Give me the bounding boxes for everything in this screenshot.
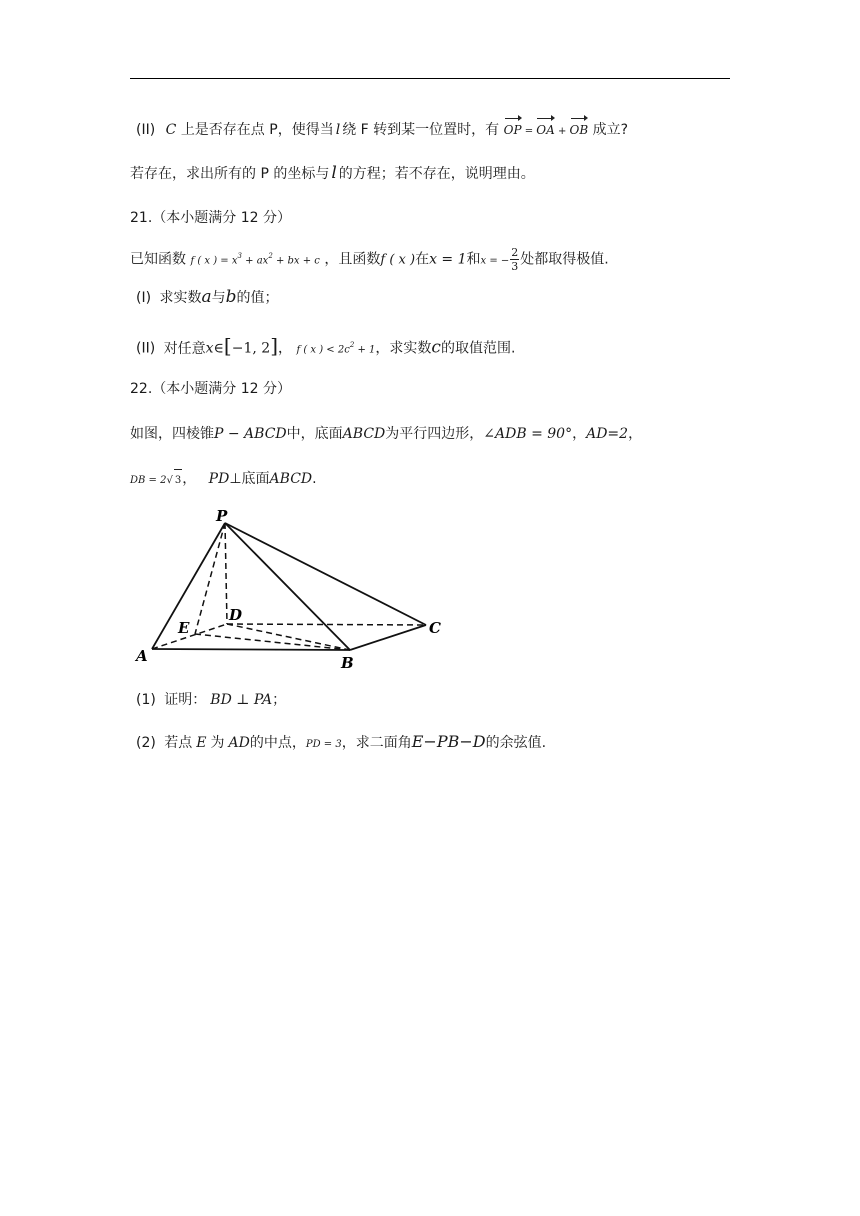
part-label: (II) <box>136 340 156 357</box>
math-ax: + ax <box>241 255 269 267</box>
math-b: b <box>225 287 237 307</box>
edge-PB <box>225 523 350 650</box>
bracket-right: ] <box>270 333 278 358</box>
text: ， <box>572 426 587 442</box>
label-A: A <box>136 647 148 665</box>
text: 上是否存在点 P，使得当 <box>180 122 334 138</box>
pyramid-figure <box>130 505 460 675</box>
text: ⊥底面 <box>229 471 270 487</box>
question-title: 22.（本小题满分 12 分） <box>130 381 291 397</box>
math-range: −1, 2 <box>231 340 271 357</box>
math-x2: x = − <box>480 255 510 267</box>
text: ； <box>272 692 287 708</box>
math-fx: f ( x ) = x <box>190 255 238 267</box>
header-rule <box>130 78 730 79</box>
text: 与 <box>211 290 226 306</box>
text: 如图，四棱锥 <box>130 426 214 442</box>
edge-EB <box>195 634 350 650</box>
text: ，求二面角 <box>341 735 412 751</box>
part-label: (2) <box>136 735 156 751</box>
part-label: (1) <box>136 692 156 708</box>
text: 已知函数 <box>130 251 186 268</box>
math-exp: 2 <box>268 252 273 260</box>
q20-part2-line2 <box>130 162 535 185</box>
text: 的值； <box>236 290 279 306</box>
math-abcd: ABCD <box>342 426 386 442</box>
bracket-left: [ <box>223 333 232 358</box>
text: 绕 F 转到某一位置时，有 <box>342 122 500 138</box>
text: 成立? <box>592 122 629 138</box>
math-l: l <box>335 122 341 138</box>
edge-AB <box>152 649 350 650</box>
text: 若存在，求出所有的 P 的坐标与 <box>130 166 330 182</box>
edge-DB <box>227 624 350 650</box>
text: 为平行四边形， <box>385 426 484 442</box>
q21-part2 <box>136 334 515 362</box>
text: ， <box>278 340 292 357</box>
math-ad: AD=2 <box>586 426 629 442</box>
q21-stem <box>130 245 609 273</box>
label-C: C <box>429 619 441 637</box>
denominator: 3 <box>511 260 519 274</box>
fraction-two-thirds <box>510 246 519 273</box>
math-in: ∈ <box>213 340 224 357</box>
text: . <box>312 471 317 487</box>
math-exp: 3 <box>237 252 242 260</box>
text: 的取值范围. <box>440 340 516 357</box>
math-c: c <box>431 337 441 358</box>
math-l: l <box>331 163 337 183</box>
q20-part2-line <box>136 116 628 143</box>
math-C: C <box>165 122 177 138</box>
numerator: 2 <box>511 246 519 260</box>
text: ，求实数 <box>375 340 432 357</box>
label-P: P <box>216 507 228 525</box>
text: 若点 <box>164 735 193 751</box>
math-E: E <box>196 735 207 751</box>
vector-OA: OA <box>536 116 555 141</box>
edge-PD <box>225 523 227 624</box>
text: 中，底面 <box>286 426 343 442</box>
text: 求实数 <box>159 290 202 306</box>
math-bxc: + bx + c <box>272 255 320 267</box>
math-abcd: ABCD <box>269 471 313 487</box>
part-label: (II) <box>136 122 156 138</box>
text: 对任意 <box>163 340 206 357</box>
text: ， <box>628 426 643 442</box>
text: 证明： <box>164 692 207 708</box>
edge-BC <box>350 625 426 650</box>
part-label: (I) <box>136 290 152 306</box>
math-sqrt-radicand: 3 <box>174 469 182 492</box>
edge-PC <box>225 523 426 625</box>
question-title: 21.（本小题满分 12 分） <box>130 210 291 226</box>
math-plus1: + 1 <box>354 344 376 356</box>
text: 的中点， <box>249 735 306 751</box>
label-D: D <box>229 606 243 624</box>
math-x: x <box>205 340 214 357</box>
q22-part2 <box>136 731 546 756</box>
math-pd: PD <box>208 471 230 487</box>
math-pabcd: P − ABCD <box>214 426 287 442</box>
math-pd3: PD = 3 <box>305 739 342 750</box>
edge-PE <box>195 523 225 634</box>
text: ，且函数 <box>324 251 381 268</box>
math-plus: + <box>554 126 570 137</box>
text: 和 <box>466 251 481 268</box>
math-fx: f ( x ) <box>380 252 416 268</box>
q22-stem <box>130 423 642 445</box>
vector-OP: OP <box>504 116 522 141</box>
math-AD: AD <box>228 735 250 751</box>
math-db: DB = 2 <box>130 475 167 486</box>
math-a: a <box>201 287 212 307</box>
q21-part1 <box>136 286 279 309</box>
q22-part1 <box>136 689 286 711</box>
sqrt-sign: √ <box>166 475 173 486</box>
q22-stem2 <box>130 468 317 492</box>
text: 在 <box>415 251 430 268</box>
q21-title <box>130 207 291 229</box>
label-B: B <box>341 654 354 672</box>
math-epbd: E−PB−D <box>411 732 486 751</box>
math-exp: 2 <box>349 341 355 349</box>
label-E: E <box>178 619 190 637</box>
math-x1: x = 1 <box>429 251 467 268</box>
text: 的方程；若不存在，说明理由。 <box>338 166 535 182</box>
math-inequality: f ( x ) < 2c <box>296 344 350 356</box>
math-eq: = <box>521 126 537 137</box>
text: 处都取得极值. <box>520 251 609 268</box>
math-angle: ∠ADB = 90° <box>483 426 573 442</box>
q22-title <box>130 378 291 400</box>
text: ， <box>182 471 197 487</box>
vector-OB: OB <box>570 116 589 141</box>
math-bd-perp-pa: BD ⊥ PA <box>210 692 273 708</box>
text: 的余弦值. <box>485 735 547 751</box>
text: 为 <box>210 735 225 751</box>
